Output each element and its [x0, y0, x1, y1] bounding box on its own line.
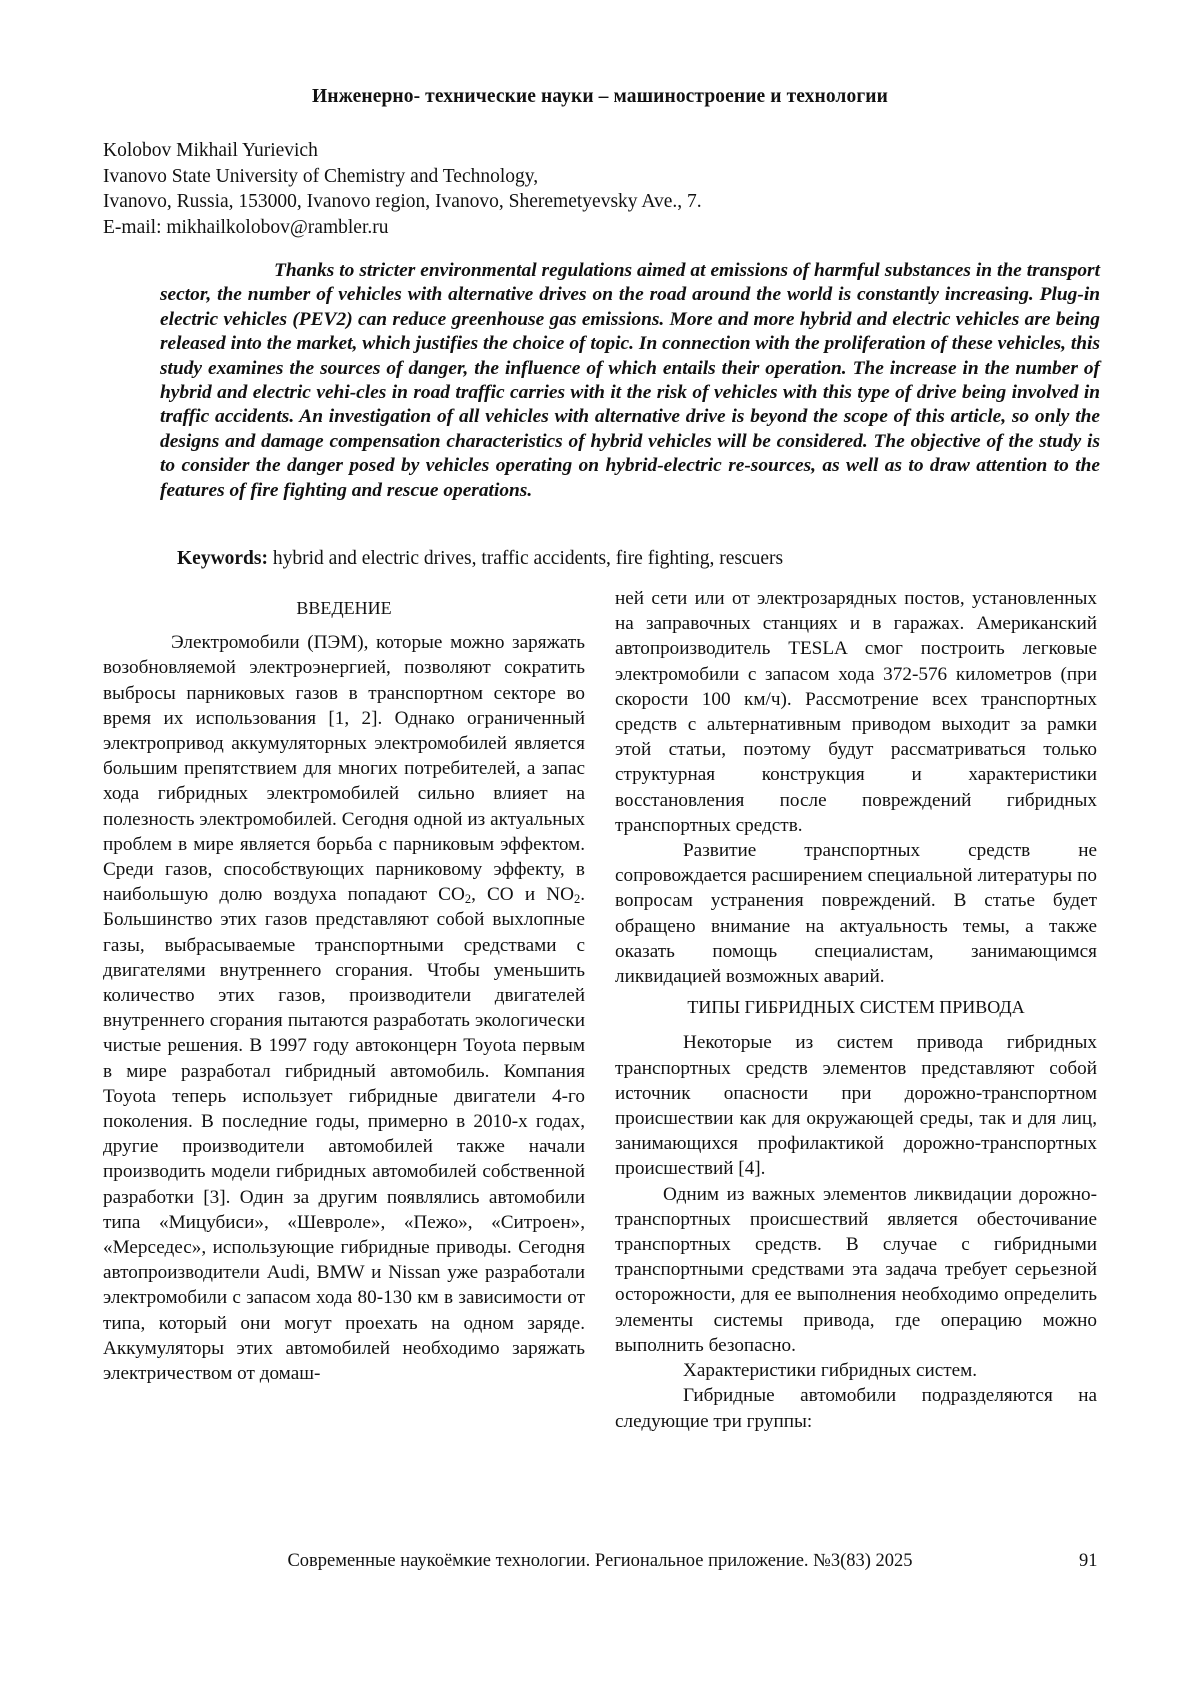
intro-text-part2: , CO и NO [471, 884, 574, 906]
author-name: Kolobov Mikhail Yurievich [103, 140, 318, 161]
journal-citation: Современные наукоёмкие технологии. Региональное приложение. №3(83) 2025 [287, 1551, 913, 1571]
keywords [177, 548, 783, 570]
introduction-paragraph [103, 630, 585, 1386]
paragraph-three-groups: Гибридные автомобили подразделяются на следующие три группы: [615, 1385, 1097, 1432]
paragraph-danger-sources: Некоторые из систем привода гибридных транспортных средств элементов представляют собой источник опасности при дорожно-транспортном происшествии как для окружающей среды, так и для лиц, занимающихся профилактикой дорожно-транспортных происшествий [4]. [615, 1032, 1097, 1180]
paragraph-de-energizing: Одним из важных элементов ликвидации дорожно-транспортных происшествий является обесточивание транспортных средств. В случае с гибридными транспортными средствами эта задача требует серьезной осторожности, для ее выполнения необходимо определить элементы системы привода, где операцию можно выполнить безопасно. [615, 1183, 1097, 1356]
author-affiliation: Ivanovo State University of Chemistry and Technology, [103, 165, 539, 187]
intro-text-part1: Электромобили (ПЭМ), которые можно заряжать возобновляемой электроэнергией, позволяют сократить выбросы парниковых газов в транспортном секторе во время их использования [1, 2]. Однако ограниченный электропривод аккумуляторных электромобилей является большим препятствием для многих потребителей, а запас хода гибридных электромобилей сильно влияет на полезность электромобилей. Сегодня одной из актуальных проблем в мире является борьба с парниковым эффектом. Среди газов, способствующих парниковому эффекту, в наибольшую долю воздуха попадают CO [103, 632, 585, 906]
paragraph-literature: Развитие транспортных средств не сопровождается расширением специальной литературы по вопросам устранения повреждений. В статье будет обращено внимание на актуальность темы, а также оказать помощь специалистам, занимающимся ликвидацией возможных аварий. [615, 840, 1097, 988]
intro-text-part3: . Большинство этих газов представляют собой выхлопные газы, выбрасываемые транспортными средствами с двигателями внутреннего сгорания. Чтобы уменьшить количество этих газов, производители двигателей внутреннего сгорания пытаются разработать экологически чистые решения. В 1997 году автоконцерн Toyota первым в мире разработал гибридный автомобиль. Компания Toyota теперь использует гибридные двигатели 4-го поколения. В последние годы, примерно в 2010-х годах, другие производители автомобилей также начали производить модели гибридных автомобилей собственной разработки [3]. Один за другим появлялись автомобили типа «Мицубиси», «Шевроле», «Пежо», «Ситроен», «Мерседес», использующие гибридные приводы. Сегодня автопроизводители Audi, BMW и Nissan уже разработали электромобили с запасом хода 80-130 км в зависимости от типа, который они могут проехать на одном заряде. Аккумуляторы этих автомобилей необходимо заряжать электричеством от домаш- [103, 884, 585, 1385]
page-number: 91 [1079, 1551, 1098, 1571]
co2-subscript: 2 [464, 892, 472, 907]
left-column [103, 596, 585, 1386]
author-address: Ivanovo, Russia, 153000, Ivanovo region, Ivanovo, Sheremetyevsky Ave., 7. [103, 191, 702, 212]
keywords-label: Keywords: [177, 548, 268, 569]
paragraph-characteristics: Характеристики гибридных систем. [683, 1360, 978, 1382]
section-title: Инженерно- технические науки – машиностроение и технологии [312, 86, 888, 107]
paragraph-continuation: ней сети или от электрозарядных постов, установленных на заправочных станциях и в гаражах. Американский автопроизводитель TESLA смог построить легковые электромобили с запасом хода 372-576 километров (при скорости 100 км/ч). Рассмотрение всех транспортных средств с альтернативным приводом выходит за рамки этой статьи, поэтому будут рассматриваться только структурная конструкция и характеристики восстановления после повреждений гибридных транспортных средств. [615, 588, 1097, 836]
keywords-text: hybrid and electric drives, traffic accidents, fire fighting, rescuers [268, 548, 784, 569]
heading-hybrid-drive-types: ТИПЫ ГИБРИДНЫХ СИСТЕМ ПРИВОДА [687, 997, 1025, 1018]
author-block [103, 138, 702, 240]
no2-subscript: 2 [573, 892, 581, 907]
abstract: Thanks to stricter environmental regulations aimed at emissions of harmful substances in the transport sector, the number of vehicles with alternative drives on the road around the world is constantly increasing. Plug-in electric vehicles (PEV2) can reduce greenhouse gas emissions. More and more hybrid and electric vehicles are being released into the market, which justifies the choice of topic. In connection with the proliferation of these vehicles, this study examines the sources of danger, the influence of which entails their operation. The increase in the number of hybrid and electric vehi-cles in road traffic carries with it the risk of vehicles with this type of drive being involved in traffic accidents. An investigation of all vehicles with alternative drive is beyond the scope of this article, so only the designs and damage compensation characteristics of hybrid vehicles will be considered. The objective of the study is to consider the danger posed by vehicles operating on hybrid-electric re-sources, as well as to draw attention to the features of fire fighting and rescue operations. [160, 260, 1100, 501]
heading-introduction: ВВЕДЕНИЕ [296, 598, 392, 618]
author-email: E-mail: mikhailkolobov@rambler.ru [103, 216, 389, 238]
right-column [615, 586, 1097, 1434]
